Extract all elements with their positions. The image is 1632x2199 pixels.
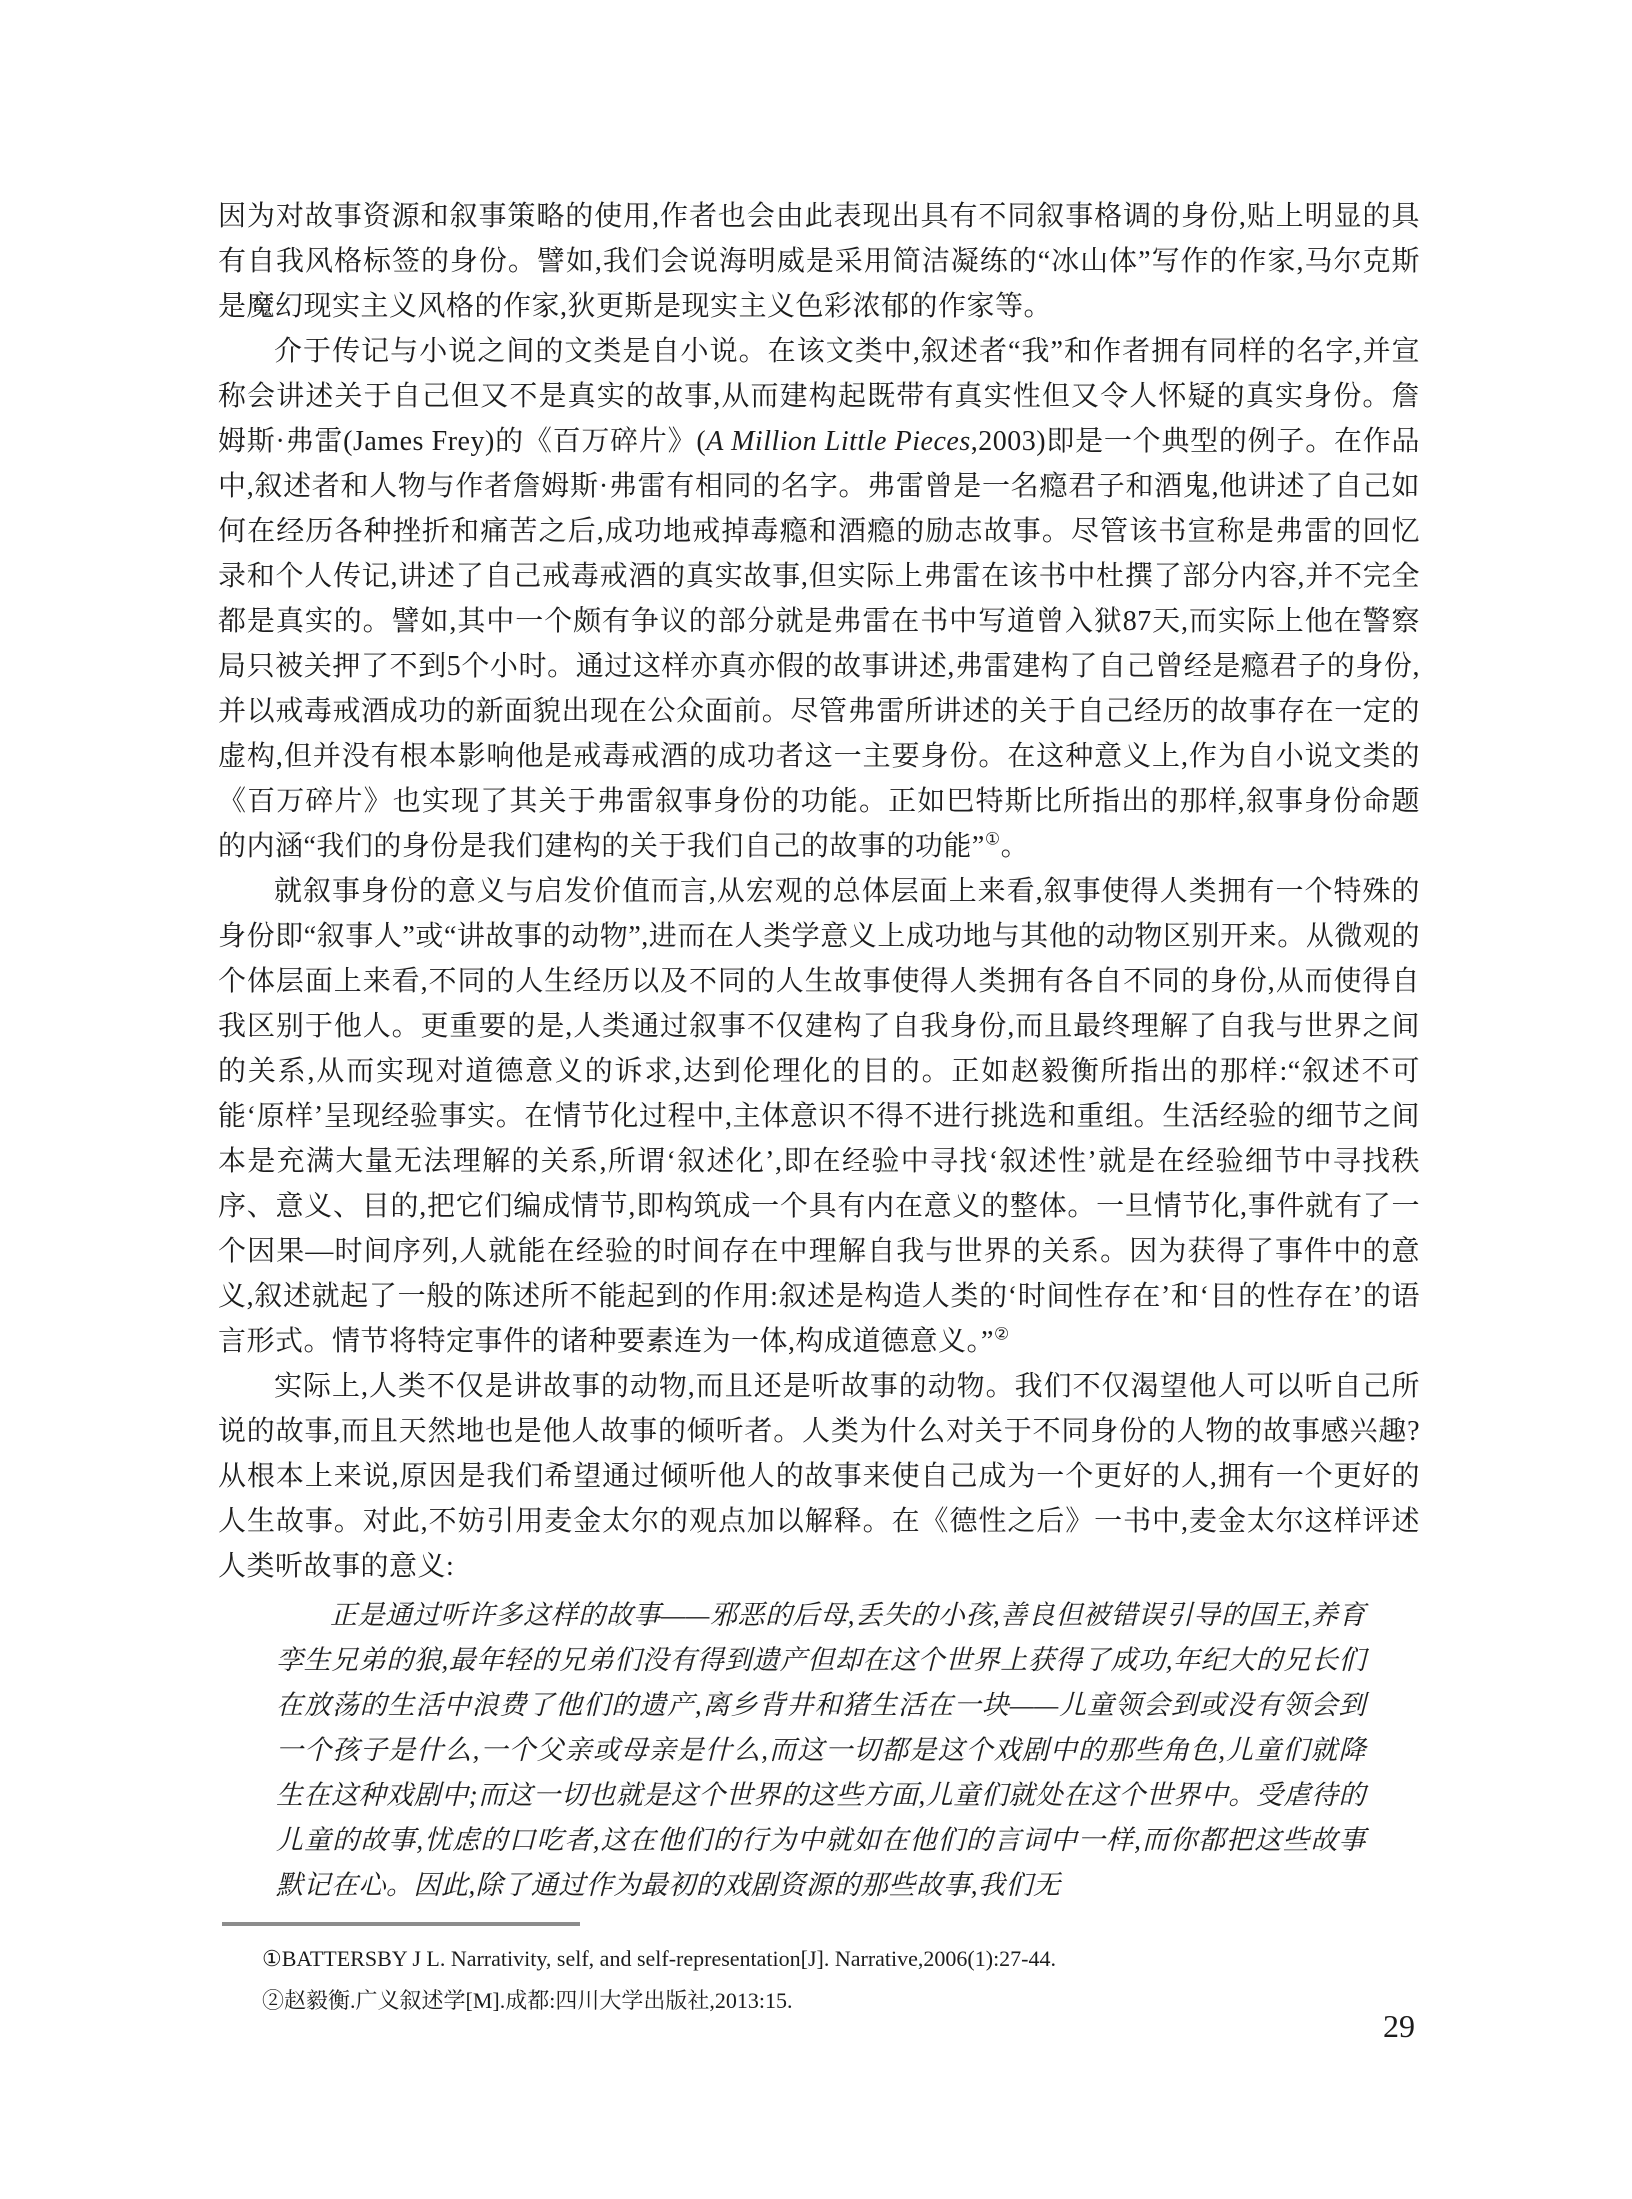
page-number: 29	[1383, 2008, 1415, 2044]
text-run: 介于传记与小说之间的文类是自小说。在该文类中,叙述者“我”和作者拥有同样的名字,并宣称会讲述关于自己但又不是真实的故事,从而建构起既带有真实性但又令人怀疑的真实身份。詹姆斯·弗雷(James Frey)的《百万碎片》(	[218, 336, 1420, 457]
footnote-ref-2: ②	[993, 1324, 1010, 1344]
text-run: ,2003)即是一个典型的例子。在作品中,叙述者和人物与作者詹姆斯·弗雷有相同的名字。弗雷曾是一名瘾君子和酒鬼,他讲述了自己如何在经历各种挫折和痛苦之后,成功地戒掉毒瘾和酒瘾的励志故事。尽管该书宣称是弗雷的回忆录和个人传记,讲述了自己戒毒戒酒的真实故事,但实际上弗雷在该书中杜撰了部分内容,并不完全都是真实的。譬如,其中一个颇有争议的部分就是弗雷在书中写道曾入狱87天,而实际上他在警察局只被关押了不到5个小时。通过这样亦真亦假的故事讲述,弗雷建构了自己曾经是瘾君子的身份,并以戒毒戒酒成功的新面貌出现在公众面前。尽管弗雷所讲述的关于自己经历的故事存在一定的虚构,但并没有根本影响他是戒毒戒酒的成功者这一主要身份。在这种意义上,作为自小说文类的《百万碎片》也实现了其关于弗雷叙事身份的功能。正如巴特斯比所指出的那样,叙事身份命题的内涵“我们的身份是我们建构的关于我们自己的故事的功能”	[218, 426, 1420, 862]
page-body	[218, 194, 1420, 2022]
paragraph-continuation: 因为对故事资源和叙事策略的使用,作者也会由此表现出具有不同叙事格调的身份,贴上明显的具有自我风格标签的身份。譬如,我们会说海明威是采用简洁凝练的“冰山体”写作的作家,马尔克斯是魔幻现实主义风格的作家,狄更斯是现实主义色彩浓郁的作家等。	[218, 201, 1420, 322]
text-run: 就叙事身份的意义与启发价值而言,从宏观的总体层面上来看,叙事使得人类拥有一个特殊的身份即“叙事人”或“讲故事的动物”,进而在人类学意义上成功地与其他的动物区别开来。从微观的个体层面上来看,不同的人生经历以及不同的人生故事使得人类拥有各自不同的身份,从而使得自我区别于他人。更重要的是,人类通过叙事不仅建构了自我身份,而且最终理解了自我与世界之间的关系,从而实现对道德意义的诉求,达到伦理化的目的。正如赵毅衡所指出的那样:“叙述不可能‘原样’呈现经验事实。在情节化过程中,主体意识不得不进行挑选和重组。生活经验的细节之间本是充满大量无法理解的关系,所谓‘叙述化’,即在经验中寻找‘叙述性’就是在经验细节中寻找秩序、意义、目的,把它们编成情节,即构筑成一个具有内在意义的整体。一旦情节化,事件就有了一个因果—时间序列,人就能在经验的时间存在中理解自我与世界的关系。因为获得了事件中的意义,叙述就起了一般的陈述所不能起到的作用:叙述是构造人类的‘时间性存在’和‘目的性存在’的语言形式。情节将特定事件的诸种要素连为一体,构成道德意义。”	[218, 876, 1420, 1357]
paragraph-listening-animal: 实际上,人类不仅是讲故事的动物,而且还是听故事的动物。我们不仅渴望他人可以听自己所说的故事,而且天然地也是他人故事的倾听者。人类为什么对关于不同身份的人物的故事感兴趣?从根本上来说,原因是我们希望通过倾听他人的故事来使自己成为一个更好的人,拥有一个更好的人生故事。对此,不妨引用麦金太尔的观点加以解释。在《德性之后》一书中,麦金太尔这样评述人类听故事的意义:	[218, 1371, 1420, 1582]
footnote-2-marker: ②	[262, 1988, 285, 2013]
footnote-separator-rule	[222, 1922, 580, 1926]
paragraph-autofiction	[218, 329, 1420, 869]
footnote-1-text: BATTERSBY J L. Narrativity, self, and self-representation[J]. Narrative,2006(1):27-44.	[281, 1946, 1057, 1971]
paragraph-narrative-identity	[218, 869, 1420, 1364]
footnote-1-marker: ①	[262, 1946, 282, 1971]
block-quote-macintyre	[276, 1593, 1366, 1908]
footnotes-section	[218, 1922, 1420, 2022]
footnote-2-text: 赵毅衡.广义叙述学[M].成都:四川大学出版社,2013:15.	[284, 1988, 793, 2013]
footnote-2	[218, 1980, 1420, 2022]
block-quote-text: 正是通过听许多这样的故事——邪恶的后母,丢失的小孩,善良但被错误引导的国王,养育孪生兄弟的狼,最年轻的兄弟们没有得到遗产但却在这个世界上获得了成功,年纪大的兄长们在放荡的生活中浪费了他们的遗产,离乡背井和猪生活在一块——儿童领会到或没有领会到一个孩子是什么,一个父亲或母亲是什么,而这一切都是这个戏剧中的那些角色,儿童们就降生在这种戏剧中;而这一切也就是这个世界的这些方面,儿童们就处在这个世界中。受虐待的儿童的故事,忧虑的口吃者,这在他们的行为中就如在他们的言词中一样,而你都把这些故事默记在心。因此,除了通过作为最初的戏剧资源的那些故事,我们无	[276, 1600, 1366, 1900]
text-run: 。	[1000, 831, 1030, 862]
book-title-italic: A Million Little Pieces	[706, 426, 971, 457]
footnote-1	[218, 1938, 1420, 1980]
footnote-ref-1: ①	[984, 829, 1001, 849]
